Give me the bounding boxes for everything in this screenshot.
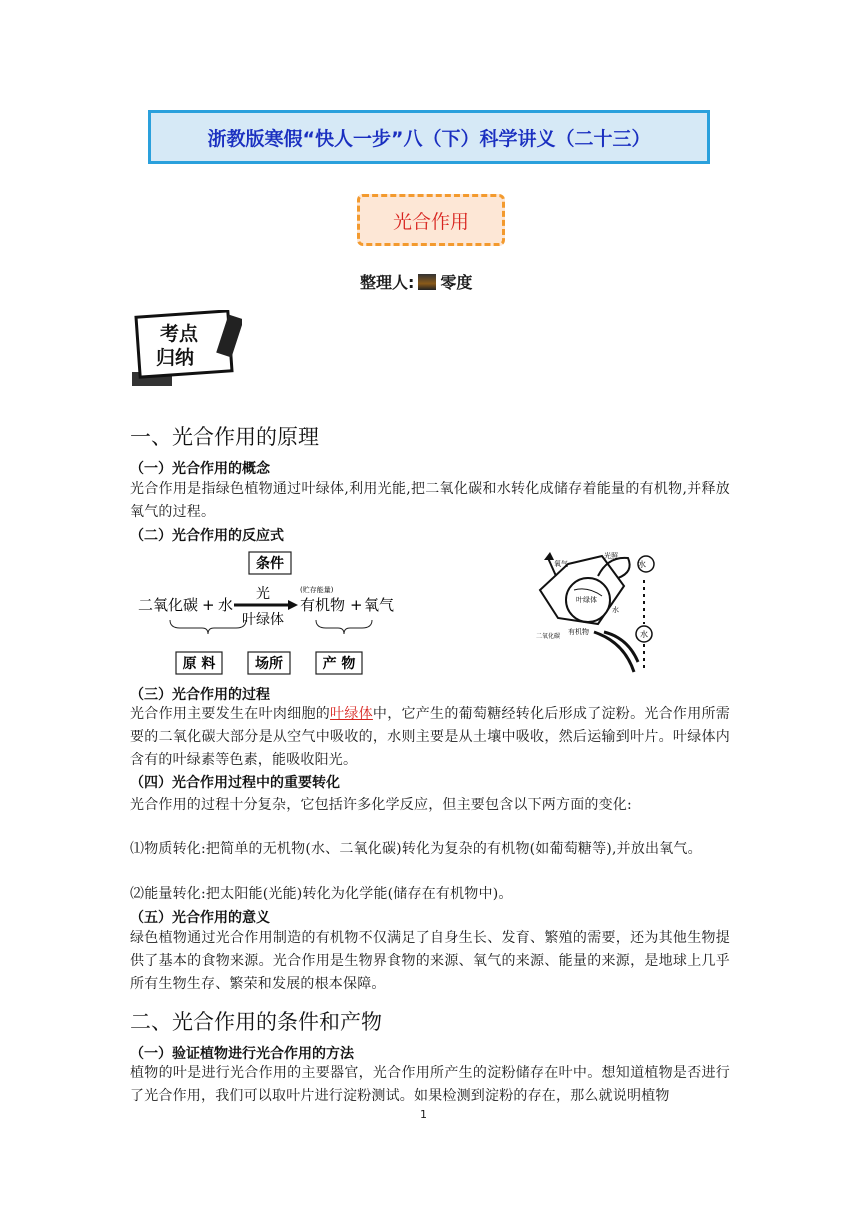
leaf-oxygen-label: 氧气	[554, 560, 568, 568]
raw-brace	[170, 620, 246, 634]
organizer-line	[360, 270, 472, 293]
section2-sub1-text: 植物的叶是进行光合作用的主要器官，光合作用所产生的淀粉储存在叶中。想知道植物是否进行了光合作用，我们可以取叶片进行淀粉测试。如果检测到淀粉的存在，那么就说明植物	[130, 1065, 730, 1104]
section1-sub4-heading: （四）光合作用过程中的重要转化	[130, 775, 340, 791]
leaf-photosynthesis-diagram	[528, 546, 668, 674]
section1-sub4-item2: ⑵能量转化:把太阳能(光能)转化为化学能(储存在有机物中)。	[130, 886, 513, 902]
chloroplast-label: 叶绿体	[242, 612, 284, 628]
energy-note: (贮存能量)	[300, 586, 334, 594]
section1-sub1-heading: （一）光合作用的概念	[130, 461, 270, 477]
sub3-text-before: 光合作用主要发生在叶肉细胞的	[130, 706, 331, 722]
badge-line2: 归纳	[156, 347, 195, 369]
leaf-chloroplast-label: 叶绿体	[576, 596, 597, 604]
organizer-label: 整理人:	[360, 273, 415, 292]
plus-sign-1: +	[202, 596, 215, 614]
badge-line1: 考点	[160, 323, 199, 345]
leaf-co2-label: 二氧化碳	[536, 633, 561, 640]
section1-sub3-heading: （三）光合作用的过程	[130, 687, 270, 703]
section1-heading: 一、光合作用的原理	[130, 425, 319, 449]
section1-sub4-intro: 光合作用的过程十分复杂，它包括许多化学反应，但主要包含以下两方面的变化:	[130, 797, 632, 813]
topic-title: 光合作用	[392, 210, 469, 233]
product-organic: 有机物	[300, 596, 346, 614]
chloroplast-link[interactable]: 叶绿体	[330, 706, 373, 722]
leaf-light-label: 光照	[604, 552, 618, 560]
organizer-name: 零度	[440, 273, 473, 292]
section1-sub5-heading: （五）光合作用的意义	[130, 910, 270, 926]
reactant-co2: 二氧化碳	[138, 596, 199, 614]
section1-sub3-text	[130, 703, 730, 772]
light-label: 光	[256, 586, 270, 602]
section1-sub4-item1: ⑴物质转化:把简单的无机物(水、二氧化碳)转化为复杂的有机物(如葡萄糖等),并放出氧气。	[130, 841, 702, 857]
product-box-label: 产 物	[322, 656, 356, 672]
section2-sub1-heading: （一）验证植物进行光合作用的方法	[130, 1046, 354, 1062]
key-points-badge	[130, 310, 242, 388]
place-box-label: 场所	[255, 656, 283, 672]
condition-box-label: 条件	[256, 556, 284, 572]
water-circle-bottom-label: 水	[640, 630, 648, 639]
product-oxygen: 氧气	[364, 596, 395, 614]
oxygen-arrow-icon	[544, 552, 554, 560]
raw-box-label: 原 料	[182, 656, 216, 672]
reaction-arrow-icon	[288, 600, 298, 610]
reactant-water: 水	[218, 596, 234, 614]
section1-sub5-text: 绿色植物通过光合作用制造的有机物不仅满足了自身生长、发育、繁殖的需要，还为其他生物提供了基本的食物来源。光合作用是生物界食物的来源、氧气的来源、能量的来源，是地球上几乎所有生物生存、繁荣和发展的根本保障。	[130, 930, 730, 992]
water-circle-top-label: 水	[638, 560, 646, 569]
product-brace	[316, 620, 372, 634]
leaf-organic-label: 有机物	[568, 628, 589, 636]
topic-box	[357, 194, 505, 246]
leaf-water-label: 水	[612, 606, 619, 614]
document-title: 浙教版寒假“快人一步”八（下）科学讲义（二十三）	[207, 127, 651, 150]
page-number: 1	[420, 1108, 427, 1121]
section1-sub1-text: 光合作用是指绿色植物通过叶绿体,利用光能,把二氧化碳和水转化成储存着能量的有机物,并释放氧气的过程。	[130, 481, 730, 520]
plus-sign-2: +	[350, 596, 363, 614]
reaction-equation-diagram	[130, 548, 410, 676]
section2-heading: 二、光合作用的条件和产物	[130, 1010, 382, 1034]
organizer-avatar-icon	[418, 274, 436, 290]
section1-sub2-heading: （二）光合作用的反应式	[130, 528, 284, 544]
title-box	[148, 110, 710, 164]
sub3-text-after: 中，它产生的葡萄糖经转化后形成了淀粉。光合作用所需要的二氧化碳大部分是从空气中吸收的，水则主要是从土壤中吸收，然后运输到叶片。叶绿体内含有的叶绿素等色素，能吸收阳光。	[130, 706, 730, 768]
